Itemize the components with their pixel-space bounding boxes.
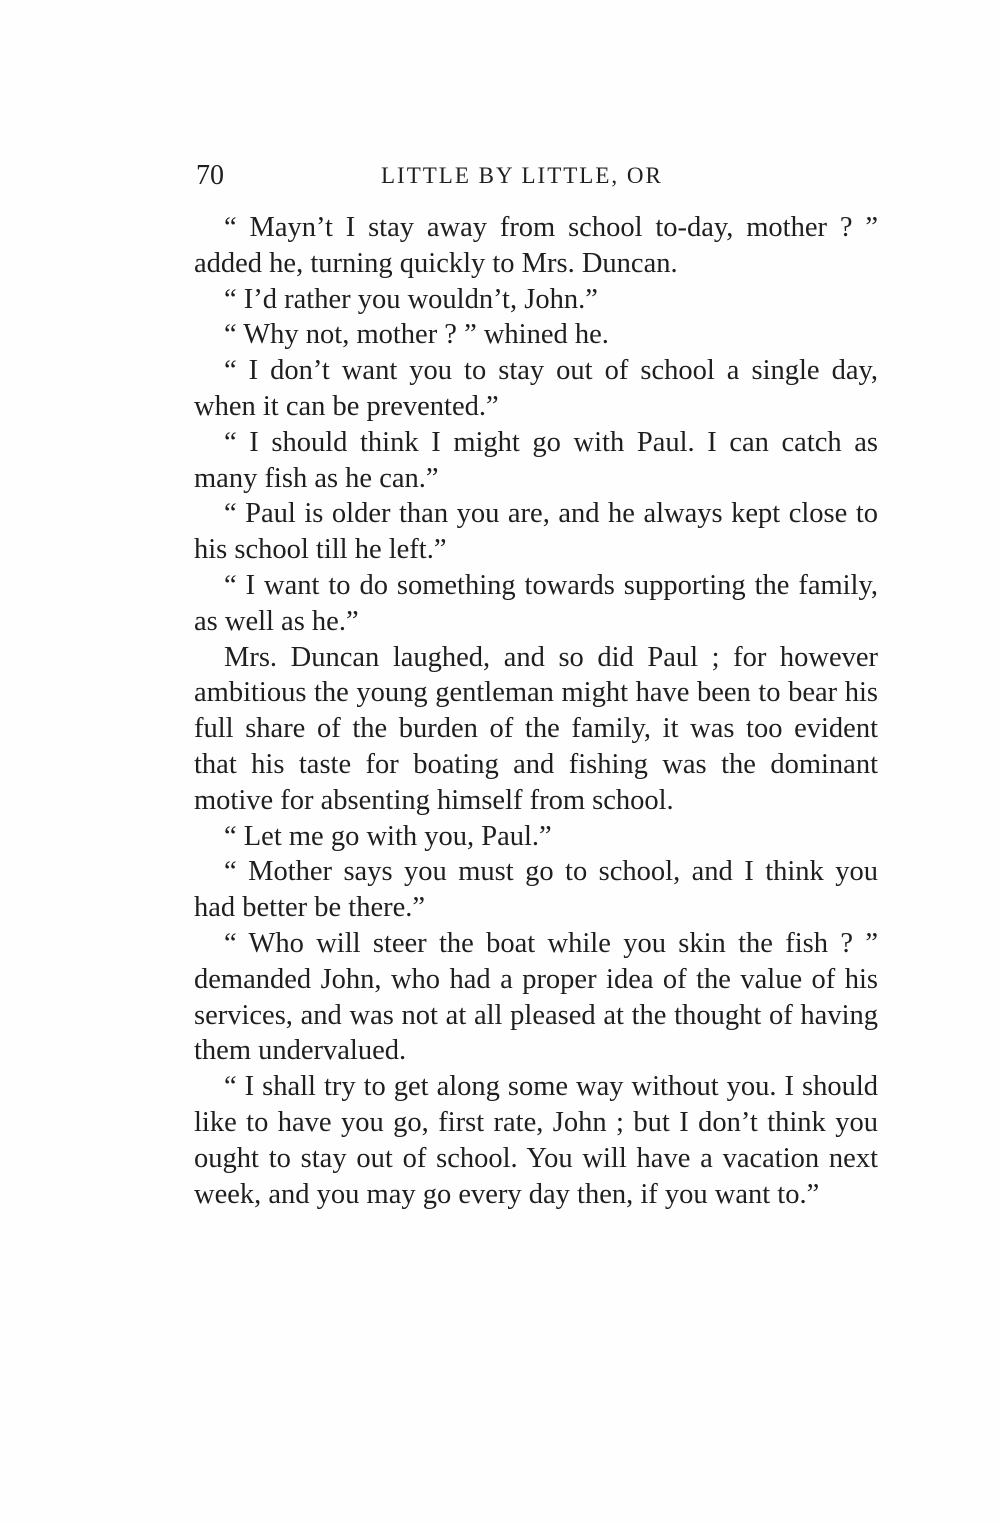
paragraph: Mrs. Duncan laughed, and so did Paul ; for however ambitious the young gentleman might have been to bear his full share of the burden of the family, it was too evident that his taste for boating and fishing was the dominant motive for absenting himself from school. bbox=[194, 641, 878, 816]
page-body bbox=[194, 210, 878, 1212]
paragraph: “ I should think I might go with Paul. I can catch as many fish as he can.” bbox=[194, 426, 878, 494]
paragraph: “ I don’t want you to stay out of school a single day, when it can be prevented.” bbox=[194, 355, 878, 422]
paragraph: “ Why not, mother ? ” whined he. bbox=[224, 319, 609, 351]
paragraph: “ Paul is older than you are, and he always kept close to his school till he left.” bbox=[194, 498, 878, 566]
page-header bbox=[196, 158, 880, 198]
paragraph: “ Let me go with you, Paul.” bbox=[224, 820, 552, 852]
paragraph: “ Mother says you must go to school, and I think you had better be there.” bbox=[194, 856, 878, 924]
paragraph: “ I shall try to get along some way without you. I should like to have you go, first rate, John ; but I don’t think you ought to stay out of school. You will have a vacation next week, and you may go every day then, if you want to.” bbox=[194, 1071, 878, 1210]
paragraph: “ I want to do something towards supporting the family, as well as he.” bbox=[194, 569, 878, 637]
running-title: LITTLE BY LITTLE, OR bbox=[381, 163, 663, 188]
paragraph: “ I’d rather you wouldn’t, John.” bbox=[224, 283, 598, 315]
paragraph: “ Mayn’t I stay away from school to-day, mother ? ” added he, turning quickly to Mrs. Duncan. bbox=[194, 212, 878, 279]
paragraph: “ Who will steer the boat while you skin the fish ? ” demanded John, who had a proper idea of the value of his services, and was not at all pleased at the thought of having them undervalued. bbox=[194, 927, 878, 1067]
page-number: 70 bbox=[196, 160, 224, 191]
